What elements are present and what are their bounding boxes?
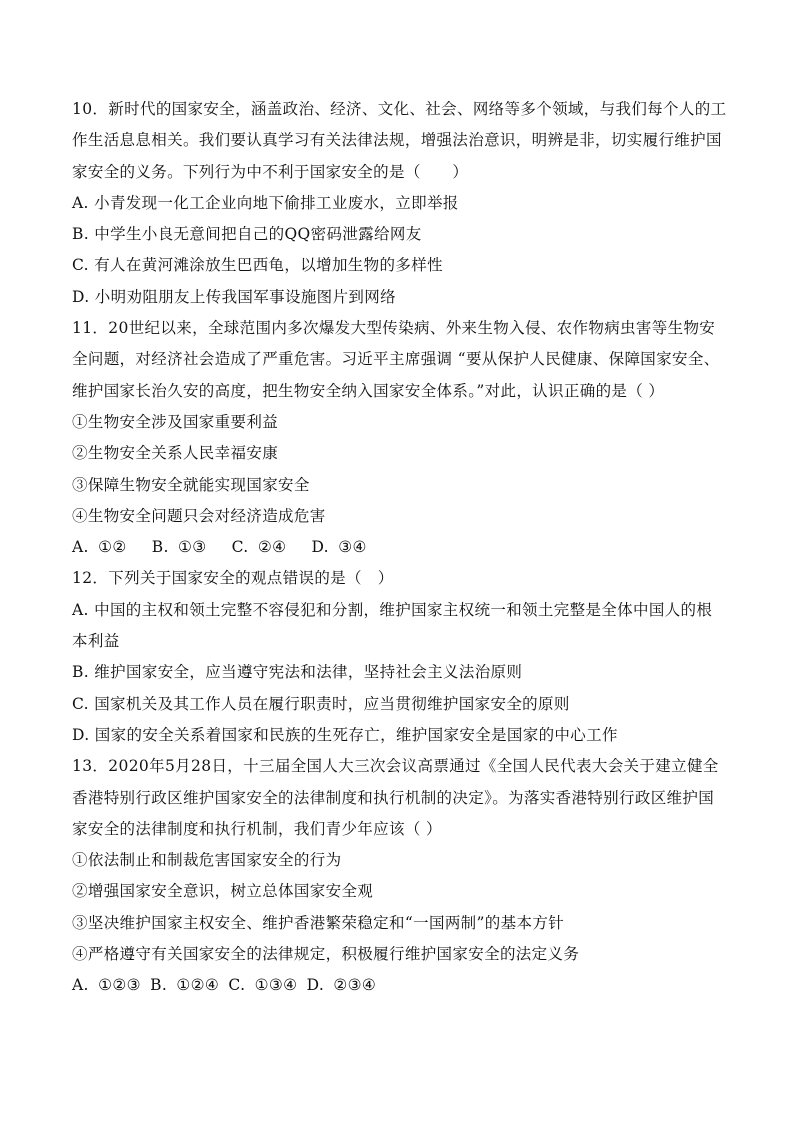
answer-choices: A. ①② B. ①③ C. ②④ D. ③④ [72,538,367,557]
option-a-continued: 本利益 [72,632,120,651]
answer-choices: A. ①②③ B. ①②④ C. ①③④ D. ②③④ [72,976,377,995]
question-stem-line: 家安全的法律制度和执行机制，我们青少年应该（ ） [72,819,442,838]
question-stem-line: 维护国家长治久安的高度，把生物安全纳入国家安全体系。”对此，认识正确的是（ ） [72,381,665,400]
option-d: D. 国家的安全关系着国家和民族的生死存亡，维护国家安全是国家的中心工作 [72,725,618,744]
option-c: C. 国家机关及其工作人员在履行职责时，应当贯彻维护国家安全的原则 [72,694,570,713]
question-stem-line: 12．下列关于国家安全的观点错误的是（ ） [72,569,394,588]
question-stem-line: 10．新时代的国家安全，涵盖政治、经济、文化、社会、网络等多个领域，与我们每个人的工 [72,100,727,118]
question-11 [72,313,722,563]
question-stem-line: 11．20世纪以来，全球范围内多次爆发大型传染病、外来生物入侵、农作物病虫害等生物安 [72,319,716,338]
statement-1: ①生物安全涉及国家重要利益 [72,412,279,431]
option-a: A. 小青发现一化工企业向地下偷排工业废水，立即举报 [72,193,459,212]
option-a: A. 中国的主权和领土完整不容侵犯和分割，维护国家主权统一和领土完整是全体中国人的根 [72,600,713,619]
option-b: B. 维护国家安全，应当遵守宪法和法律，坚持社会主义法治原则 [72,663,523,682]
question-stem-line: 家安全的义务。下列行为中不利于国家安全的是（ ） [72,162,469,181]
statement-2: ②生物安全关系人民幸福安康 [72,444,279,463]
statement-1: ①依法制止和制裁危害国家安全的行为 [72,851,342,870]
statement-3: ③坚决维护国家主权安全、维护香港繁荣稳定和“一国两制”的基本方针 [72,913,565,932]
question-stem-line: 香港特别行政区维护国家安全的法律制度和执行机制的决定》。为落实香港特别行政区维护国 [72,788,715,807]
question-stem-line: 全问题，对经济社会造成了严重危害。习近平主席强调 “要从保护人民健康、保障国家安全、 [72,350,720,369]
question-stem-line: 13．2020年5月28日，十三届全国人大三次会议高票通过《全国人民代表大会关于建立健全 [72,757,719,776]
question-12 [72,563,722,751]
option-b: B. 中学生小良无意间把自己的QQ密码泄露给网友 [72,225,422,244]
question-stem-line: 作生活息息相关。我们要认真学习有关法律法规，增强法治意识，明辨是非，切实履行维护国 [72,131,722,150]
exam-page [72,94,727,1002]
statement-3: ③保障生物安全就能实现国家安全 [72,475,310,494]
statement-4: ④生物安全问题只会对经济造成危害 [72,506,326,525]
statement-4: ④严格遵守有关国家安全的法律规定，积极履行维护国家安全的法定义务 [72,945,580,964]
option-c: C. 有人在黄河滩涂放生巴西龟，以增加生物的多样性 [72,256,443,275]
statement-2: ②增强国家安全意识，树立总体国家安全观 [72,882,374,901]
question-13 [72,751,722,1001]
question-10 [72,94,727,313]
option-d: D. 小明劝阻朋友上传我国军事设施图片到网络 [72,287,396,306]
